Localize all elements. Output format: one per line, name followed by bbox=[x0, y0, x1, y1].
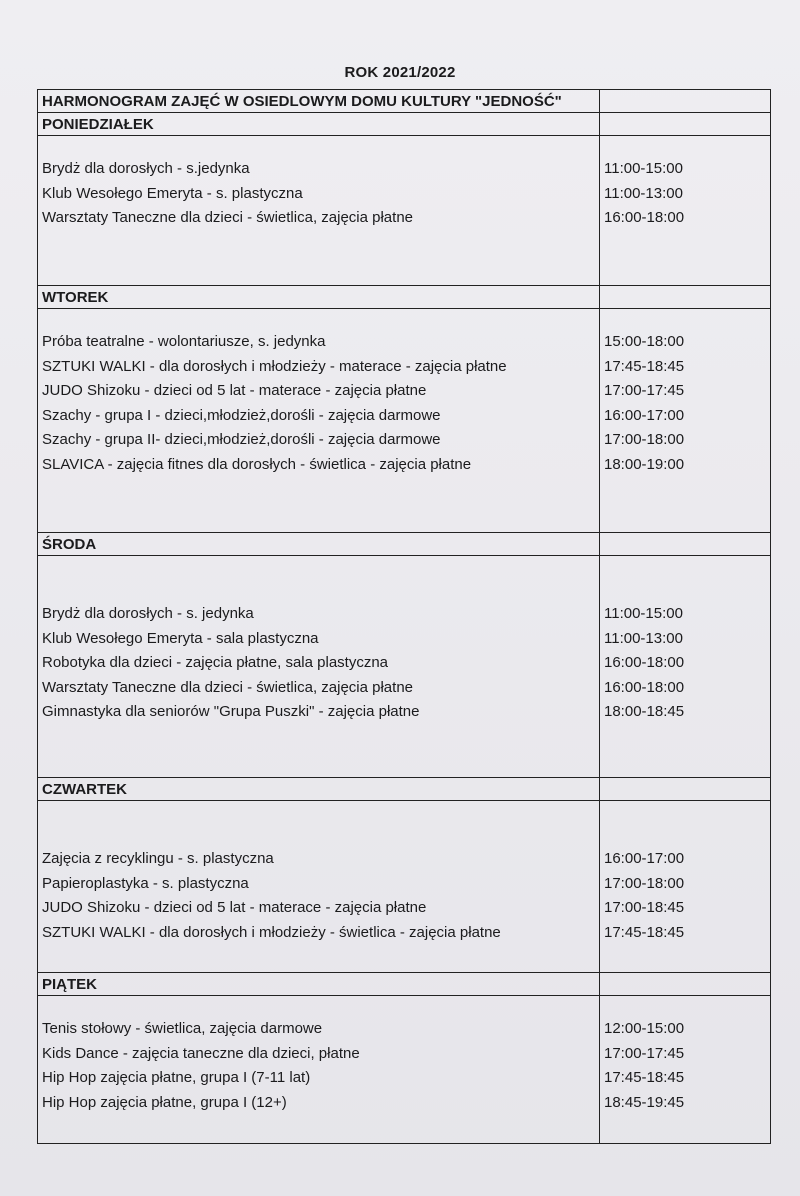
activities-cell bbox=[38, 556, 600, 778]
time-item: 16:00-17:00 bbox=[604, 850, 685, 867]
time-item: 17:45-18:45 bbox=[604, 1069, 685, 1087]
time-item: 18:00-19:00 bbox=[604, 455, 685, 473]
day-header-time-cell bbox=[600, 778, 771, 801]
day-header-time-cell bbox=[600, 973, 771, 996]
activity-item: Klub Wesołego Emeryta - sala plastyczna bbox=[42, 629, 319, 647]
day-name: ŚRODA bbox=[38, 533, 600, 556]
time-item: 17:00-18:45 bbox=[604, 899, 685, 917]
time-item: 16:00-18:00 bbox=[604, 209, 685, 227]
day-name: PIĄTEK bbox=[38, 973, 600, 996]
day-header-time-cell bbox=[600, 533, 771, 556]
time-item: 17:00-17:45 bbox=[604, 1044, 685, 1062]
activity-item: Kids Dance - zajęcia taneczne dla dzieci, płatne bbox=[42, 1044, 360, 1062]
activity-item: Hip Hop zajęcia płatne, grupa I (12+) bbox=[42, 1093, 287, 1111]
time-item: 11:00-15:00 bbox=[604, 160, 683, 177]
time-item: 17:45-18:45 bbox=[604, 357, 685, 375]
time-item: 18:00-18:45 bbox=[604, 703, 685, 721]
time-item: 17:00-18:00 bbox=[604, 874, 685, 892]
day-header-row bbox=[38, 778, 771, 801]
activity-item: Papieroplastyka - s. plastyczna bbox=[42, 874, 249, 892]
activity-item: Klub Wesołego Emeryta - s. plastyczna bbox=[42, 184, 303, 202]
times-cell bbox=[600, 309, 771, 533]
day-body-row bbox=[38, 801, 771, 973]
title-time-cell bbox=[600, 90, 771, 113]
activity-item: Próba teatralne - wolontariusze, s. jedynka bbox=[42, 333, 326, 350]
times-cell bbox=[600, 556, 771, 778]
time-item: 16:00-18:00 bbox=[604, 654, 685, 672]
activity-item: Szachy - grupa I - dzieci,młodzież,dorośli - zajęcia darmowe bbox=[42, 406, 441, 424]
time-item: 15:00-18:00 bbox=[604, 333, 685, 350]
day-header-row bbox=[38, 973, 771, 996]
activity-item: Szachy - grupa II- dzieci,młodzież,dorośli - zajęcia darmowe bbox=[42, 431, 441, 449]
day-body-row bbox=[38, 136, 771, 286]
activities-cell bbox=[38, 309, 600, 533]
time-item: 17:00-17:45 bbox=[604, 382, 685, 400]
activity-item: JUDO Shizoku - dzieci od 5 lat - materace - zajęcia płatne bbox=[42, 382, 427, 400]
day-body-row bbox=[38, 556, 771, 778]
activities-cell bbox=[38, 996, 600, 1144]
day-header-time-cell bbox=[600, 286, 771, 309]
day-header-row bbox=[38, 286, 771, 309]
activity-item: Tenis stołowy - świetlica, zajęcia darmowe bbox=[42, 1020, 323, 1037]
time-item: 18:45-19:45 bbox=[604, 1093, 685, 1111]
time-item: 11:00-13:00 bbox=[604, 629, 683, 647]
activity-item: SZTUKI WALKI - dla dorosłych i młodzieży - świetlica - zajęcia płatne bbox=[42, 923, 501, 941]
title-row bbox=[38, 90, 771, 113]
time-item: 11:00-13:00 bbox=[604, 184, 683, 202]
day-name: CZWARTEK bbox=[38, 778, 600, 801]
time-item: 11:00-15:00 bbox=[604, 605, 683, 622]
activity-item: Hip Hop zajęcia płatne, grupa I (7-11 lat) bbox=[42, 1069, 311, 1087]
schedule-table bbox=[37, 89, 771, 1144]
activity-item: Gimnastyka dla seniorów "Grupa Puszki" - zajęcia płatne bbox=[42, 703, 420, 721]
activity-item: Robotyka dla dzieci - zajęcia płatne, sala plastyczna bbox=[42, 654, 389, 672]
day-name: PONIEDZIAŁEK bbox=[38, 113, 600, 136]
activity-item: Brydż dla dorosłych - s.jedynka bbox=[42, 160, 250, 177]
activity-item: Warsztaty Taneczne dla dzieci - świetlica, zajęcia płatne bbox=[42, 209, 414, 227]
activity-item: Warsztaty Taneczne dla dzieci - świetlica, zajęcia płatne bbox=[42, 678, 414, 696]
day-name: WTOREK bbox=[38, 286, 600, 309]
times-cell bbox=[600, 996, 771, 1144]
time-item: 12:00-15:00 bbox=[604, 1020, 685, 1037]
day-header-row bbox=[38, 113, 771, 136]
activity-item: JUDO Shizoku - dzieci od 5 lat - materace - zajęcia płatne bbox=[42, 899, 427, 917]
day-body-row bbox=[38, 996, 771, 1144]
times-cell bbox=[600, 801, 771, 973]
time-item: 16:00-18:00 bbox=[604, 678, 685, 696]
day-body-row bbox=[38, 309, 771, 533]
year-heading: ROK 2021/2022 bbox=[344, 64, 456, 81]
time-item: 16:00-17:00 bbox=[604, 406, 685, 424]
activity-item: SZTUKI WALKI - dla dorosłych i młodzieży - materace - zajęcia płatne bbox=[42, 357, 507, 375]
activities-cell bbox=[38, 136, 600, 286]
activity-item: Brydż dla dorosłych - s. jedynka bbox=[42, 605, 254, 622]
activity-item: SLAVICA - zajęcia fitnes dla dorosłych - świetlica - zajęcia płatne bbox=[42, 455, 472, 473]
times-cell bbox=[600, 136, 771, 286]
activity-item: Zajęcia z recyklingu - s. plastyczna bbox=[42, 850, 274, 867]
schedule-title: HARMONOGRAM ZAJĘĆ W OSIEDLOWYM DOMU KULTURY "JEDNOŚĆ" bbox=[38, 90, 600, 113]
activities-cell bbox=[38, 801, 600, 973]
day-header-row bbox=[38, 533, 771, 556]
day-header-time-cell bbox=[600, 113, 771, 136]
time-item: 17:45-18:45 bbox=[604, 923, 685, 941]
time-item: 17:00-18:00 bbox=[604, 431, 685, 449]
